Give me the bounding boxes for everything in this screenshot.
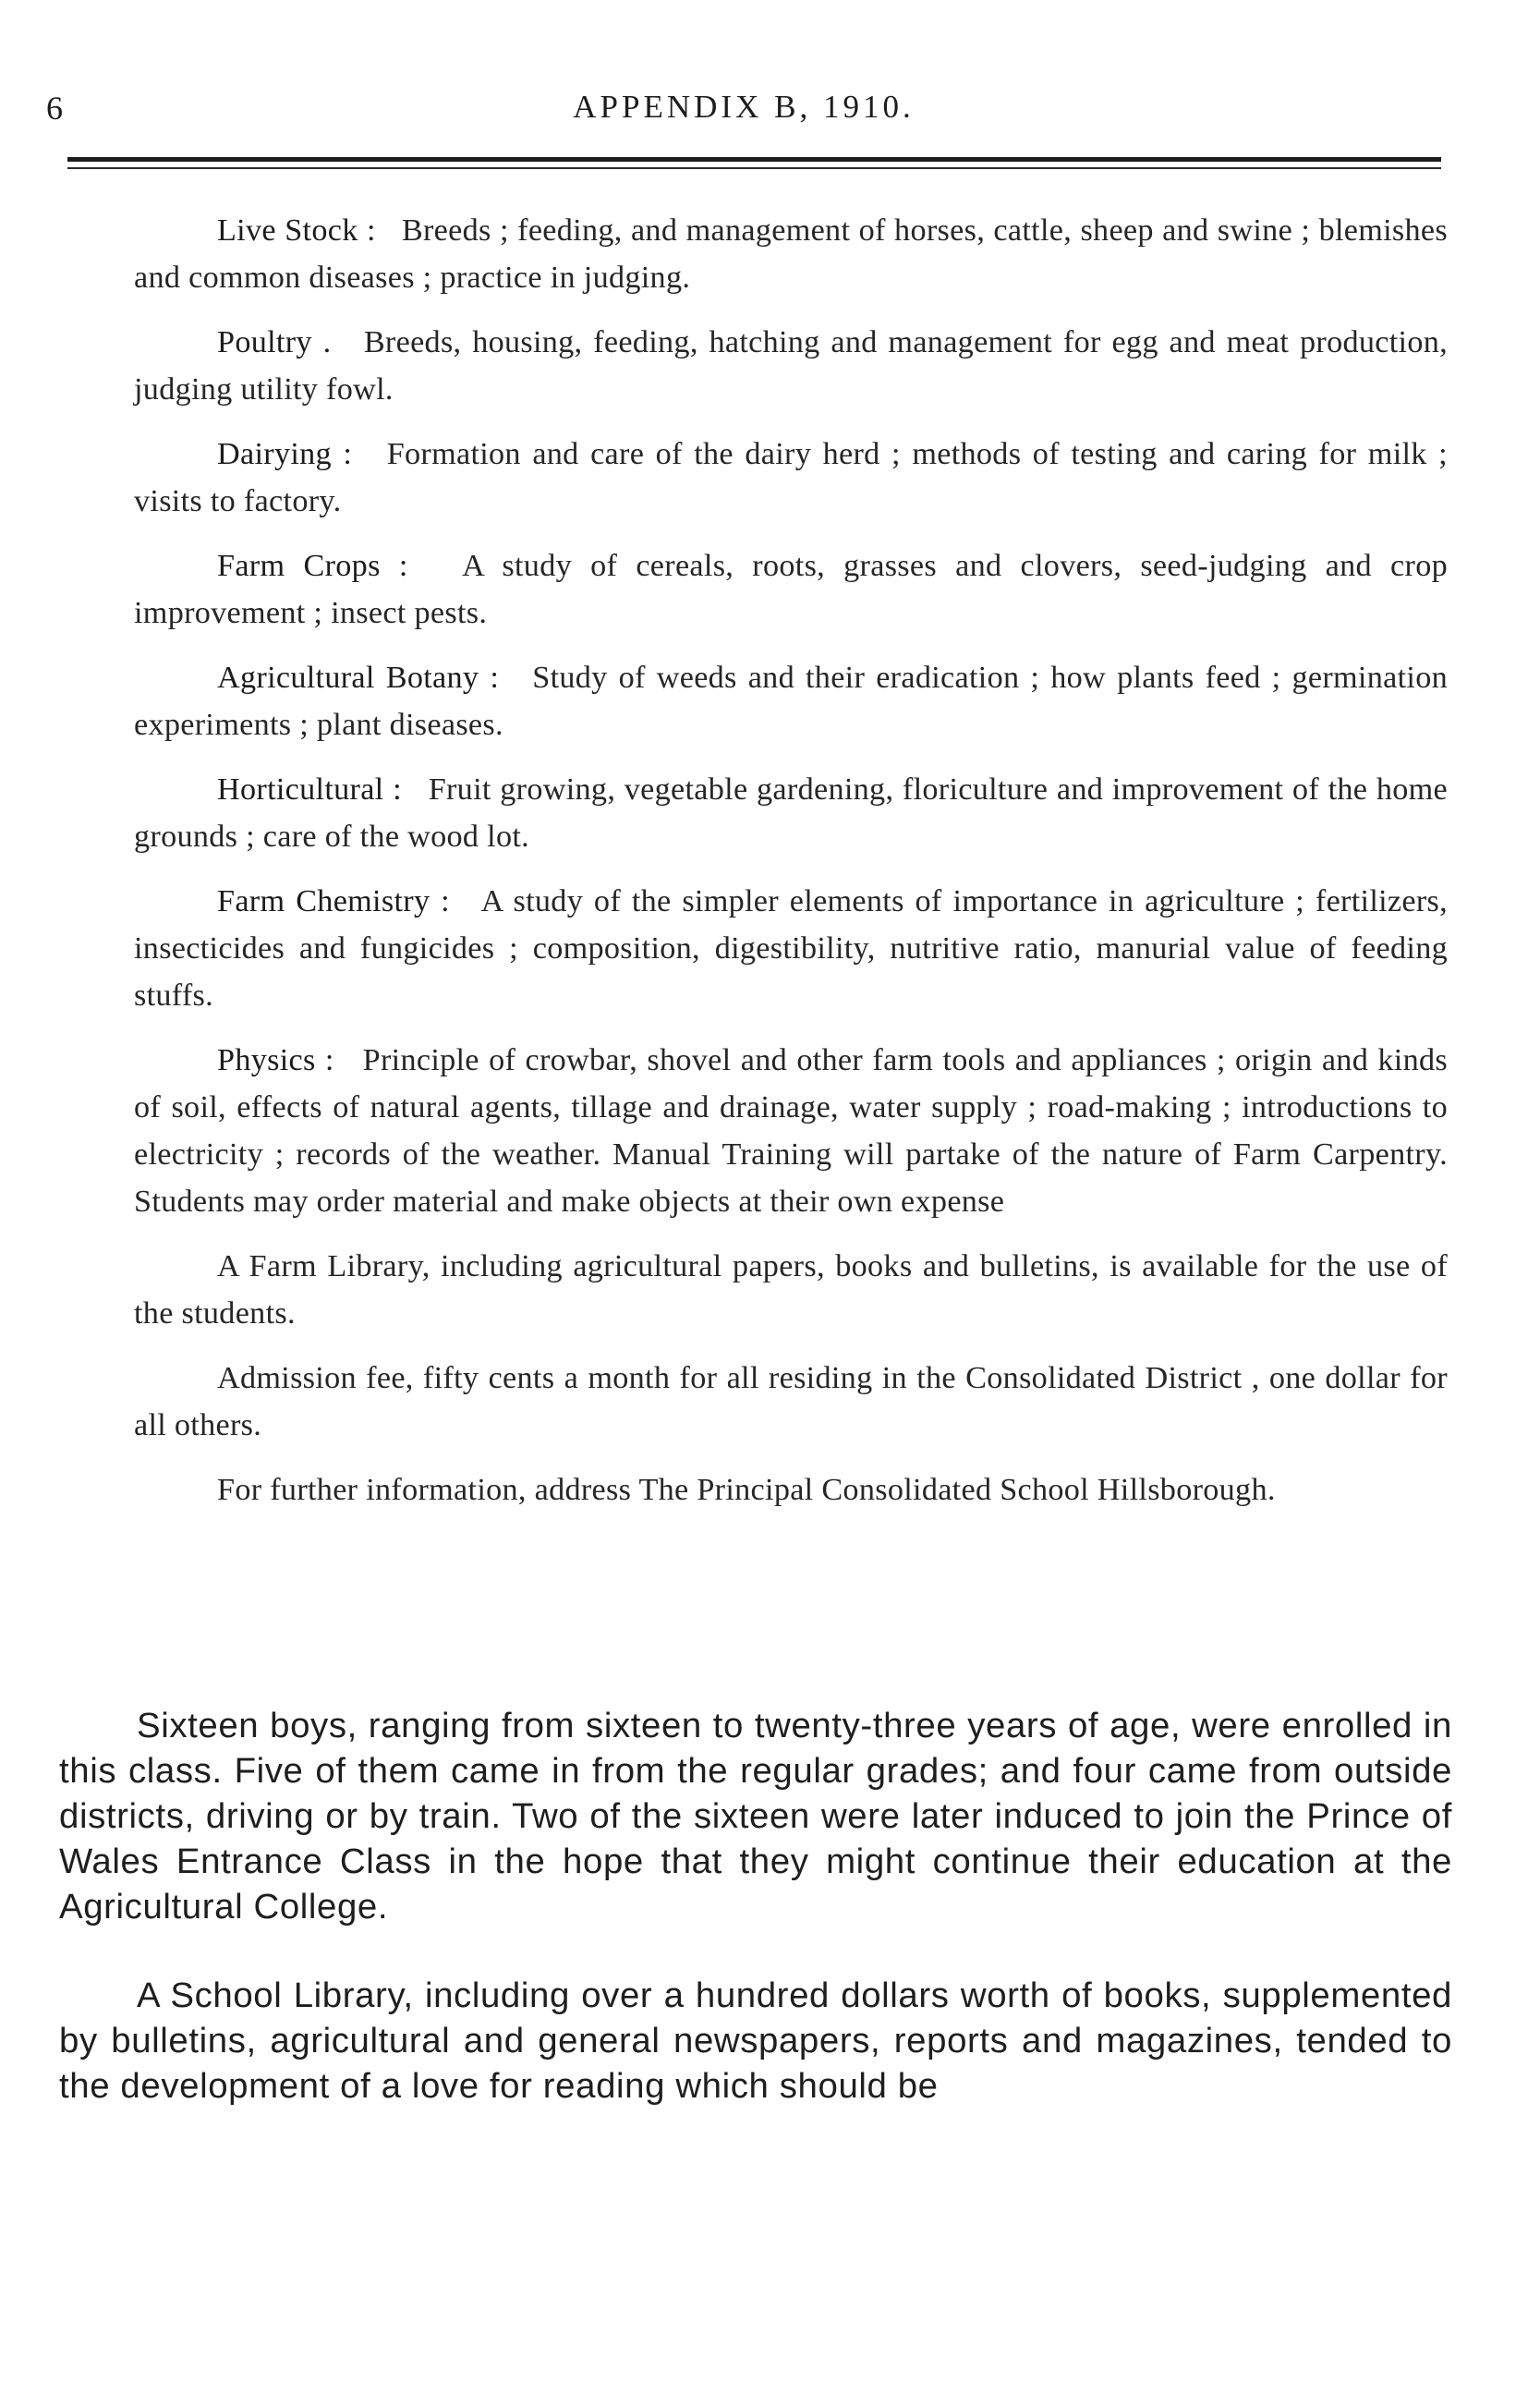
course-subject: Horticultural : [217, 772, 402, 807]
course-subject: Agricultural Botany : [217, 661, 500, 695]
course-text: Formation and care of the dairy herd ; methods of testing and caring for milk ; visits to factory. [134, 437, 1448, 518]
course-entry-physics [134, 1037, 1448, 1225]
course-text: Principle of crowbar, shovel and other farm tools and appliances ; origin and kinds of soil, effects of natural agents, tillage and drainage, water supply ; road-making ; introductions to electricity ; records of the weather. Manual Training will partake of the nature of Farm Carpentry. Students may order material and make objects at their own expense [134, 1043, 1448, 1219]
header-rule-thick [67, 157, 1441, 162]
course-text: Breeds ; feeding, and management of horses, cattle, sheep and swine ; blemishes and common diseases ; practice in judging. [134, 213, 1449, 295]
course-entry-farm-chemistry [134, 878, 1448, 1019]
course-subject: Live Stock : [217, 213, 376, 248]
course-entry-poultry [134, 319, 1448, 413]
course-entry-agricultural-botany [134, 654, 1448, 748]
course-text: Study of weeds and their eradication ; how plants feed ; germination experiments ; plant diseases. [134, 661, 1448, 742]
paragraph-school-library: A School Library, including over a hundred dollars worth of books, supplemented by bulletins, agricultural and general newspapers, reports and magazines, tended to the development of a love for reading which should be [59, 1975, 1452, 2106]
course-subject: Poultry . [217, 325, 332, 359]
course-text: A study of the simpler elements of importance in agriculture ; fertilizers, insecticides and fungicides ; composition, digestibility, nutritive ratio, manurial value of feeding stuffs. [134, 884, 1449, 1013]
course-subject: Dairying : [217, 437, 353, 471]
report-section [59, 1703, 1452, 2152]
page-header [46, 89, 1441, 135]
course-description-section [134, 207, 1448, 1531]
notice-farm-library: A Farm Library, including agricultural papers, books and bulletins, is available for the use of the students. [134, 1249, 1448, 1331]
course-subject: Physics : [217, 1043, 334, 1077]
course-subject: Farm Crops : [217, 549, 408, 583]
course-text: Fruit growing, vegetable gardening, floriculture and improvement of the home grounds ; care of the wood lot. [134, 772, 1448, 854]
header-rule-thin [67, 167, 1441, 169]
course-entry-farm-crops [134, 542, 1448, 637]
running-head: APPENDIX B, 1910. [573, 89, 915, 125]
notice-further-information: For further information, address The Principal Consolidated School Hillsborough. [217, 1473, 1276, 1507]
course-subject: Farm Chemistry : [217, 884, 450, 918]
paragraph-enrolment: Sixteen boys, ranging from sixteen to twenty-three years of age, were enrolled in this class. Five of them came in from the regular grades; and four came from outside districts, driving or by train. Two of the sixteen were later induced to join the Prince of Wales Entrance Class in the hope that they might continue their education at the Agricultural College. [59, 1706, 1452, 1927]
course-text: A study of cereals, roots, grasses and clovers, seed-judging and crop improvement ; insect pests. [134, 549, 1449, 630]
course-text: Breeds, housing, feeding, hatching and management for egg and meat production, judging utility fowl. [134, 325, 1448, 407]
notice-admission-fee: Admission fee, fifty cents a month for all residing in the Consolidated District , one dollar for all others. [134, 1361, 1448, 1442]
course-entry-dairying [134, 431, 1448, 525]
page-number: 6 [46, 90, 64, 127]
course-entry-horticultural [134, 766, 1448, 860]
course-entry-live-stock [134, 207, 1448, 301]
